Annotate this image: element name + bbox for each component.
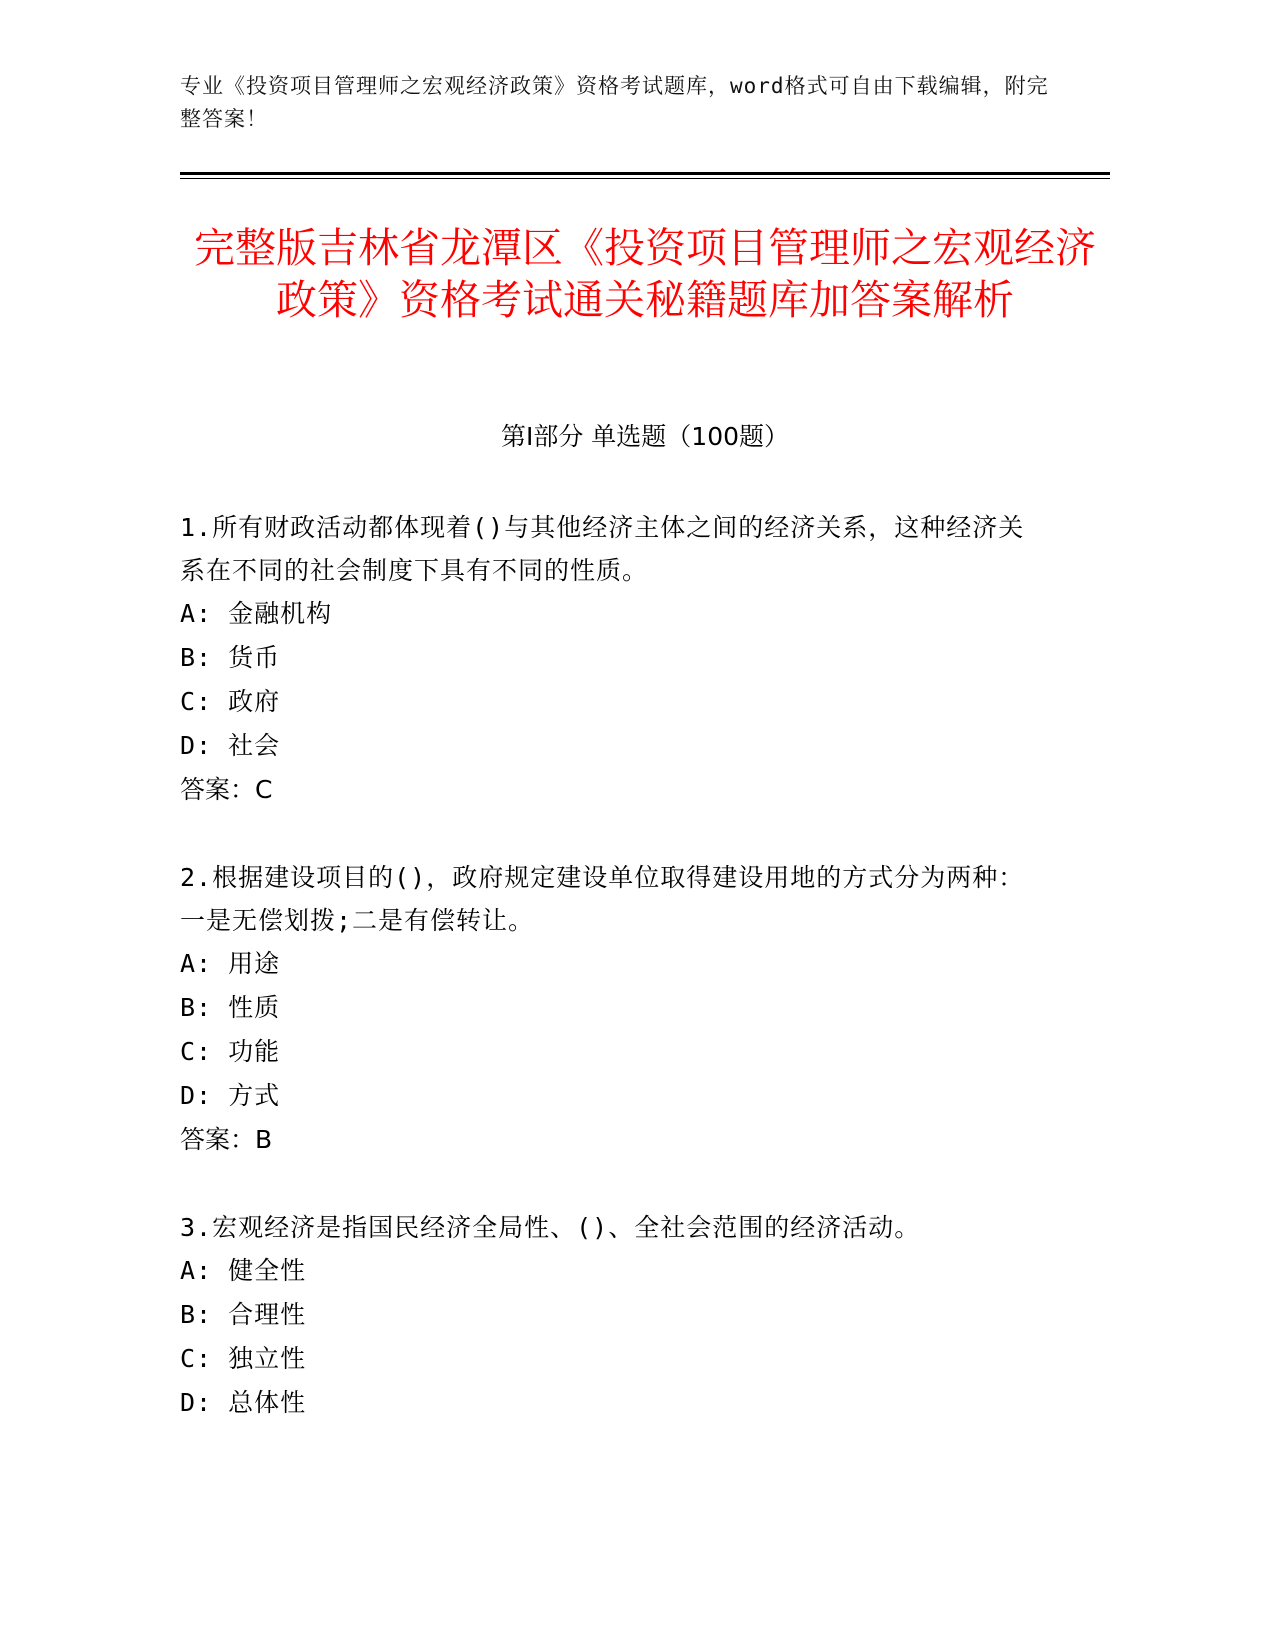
document-title: 完整版吉林省龙潭区《投资项目管理师之宏观经济政策》资格考试通关秘籍题库加答案解析 bbox=[194, 224, 1096, 324]
answer: 答案：C bbox=[180, 775, 273, 804]
option-a: A: 用途 bbox=[180, 949, 281, 978]
option-c: C: 功能 bbox=[180, 1037, 281, 1066]
option-c: C: 政府 bbox=[180, 687, 281, 716]
option-b: B: 货币 bbox=[180, 643, 281, 672]
answer: 答案：B bbox=[180, 1125, 273, 1154]
option-a: A: 健全性 bbox=[180, 1256, 307, 1285]
question-list bbox=[180, 506, 1040, 1425]
question-spacer bbox=[180, 812, 1040, 856]
option-d: D: 社会 bbox=[180, 731, 281, 760]
question-spacer bbox=[180, 1162, 1040, 1206]
header-rule-thick bbox=[180, 172, 1110, 175]
option-c: C: 独立性 bbox=[180, 1344, 307, 1373]
question-2 bbox=[180, 856, 1040, 1206]
question-3 bbox=[180, 1206, 1040, 1425]
option-b: B: 合理性 bbox=[180, 1300, 307, 1329]
section-title: 第Ⅰ部分 单选题（100题） bbox=[500, 422, 790, 451]
question-1 bbox=[180, 506, 1040, 856]
question-stem: 2.根据建设项目的()，政府规定建设单位取得建设用地的方式分为两种：一是无偿划拨;二是有偿转让。 bbox=[180, 863, 1025, 935]
option-d: D: 总体性 bbox=[180, 1388, 307, 1417]
option-a: A: 金融机构 bbox=[180, 599, 333, 628]
header-rule-thin bbox=[180, 178, 1110, 179]
header-note: 专业《投资项目管理师之宏观经济政策》资格考试题库，word格式可自由下载编辑，附完整答案！ bbox=[180, 74, 1049, 131]
question-stem: 1.所有财政活动都体现着()与其他经济主体之间的经济关系，这种经济关系在不同的社会制度下具有不同的性质。 bbox=[180, 513, 1025, 585]
option-d: D: 方式 bbox=[180, 1081, 281, 1110]
question-stem: 3.宏观经济是指国民经济全局性、()、全社会范围的经济活动。 bbox=[180, 1213, 921, 1242]
option-b: B: 性质 bbox=[180, 993, 281, 1022]
